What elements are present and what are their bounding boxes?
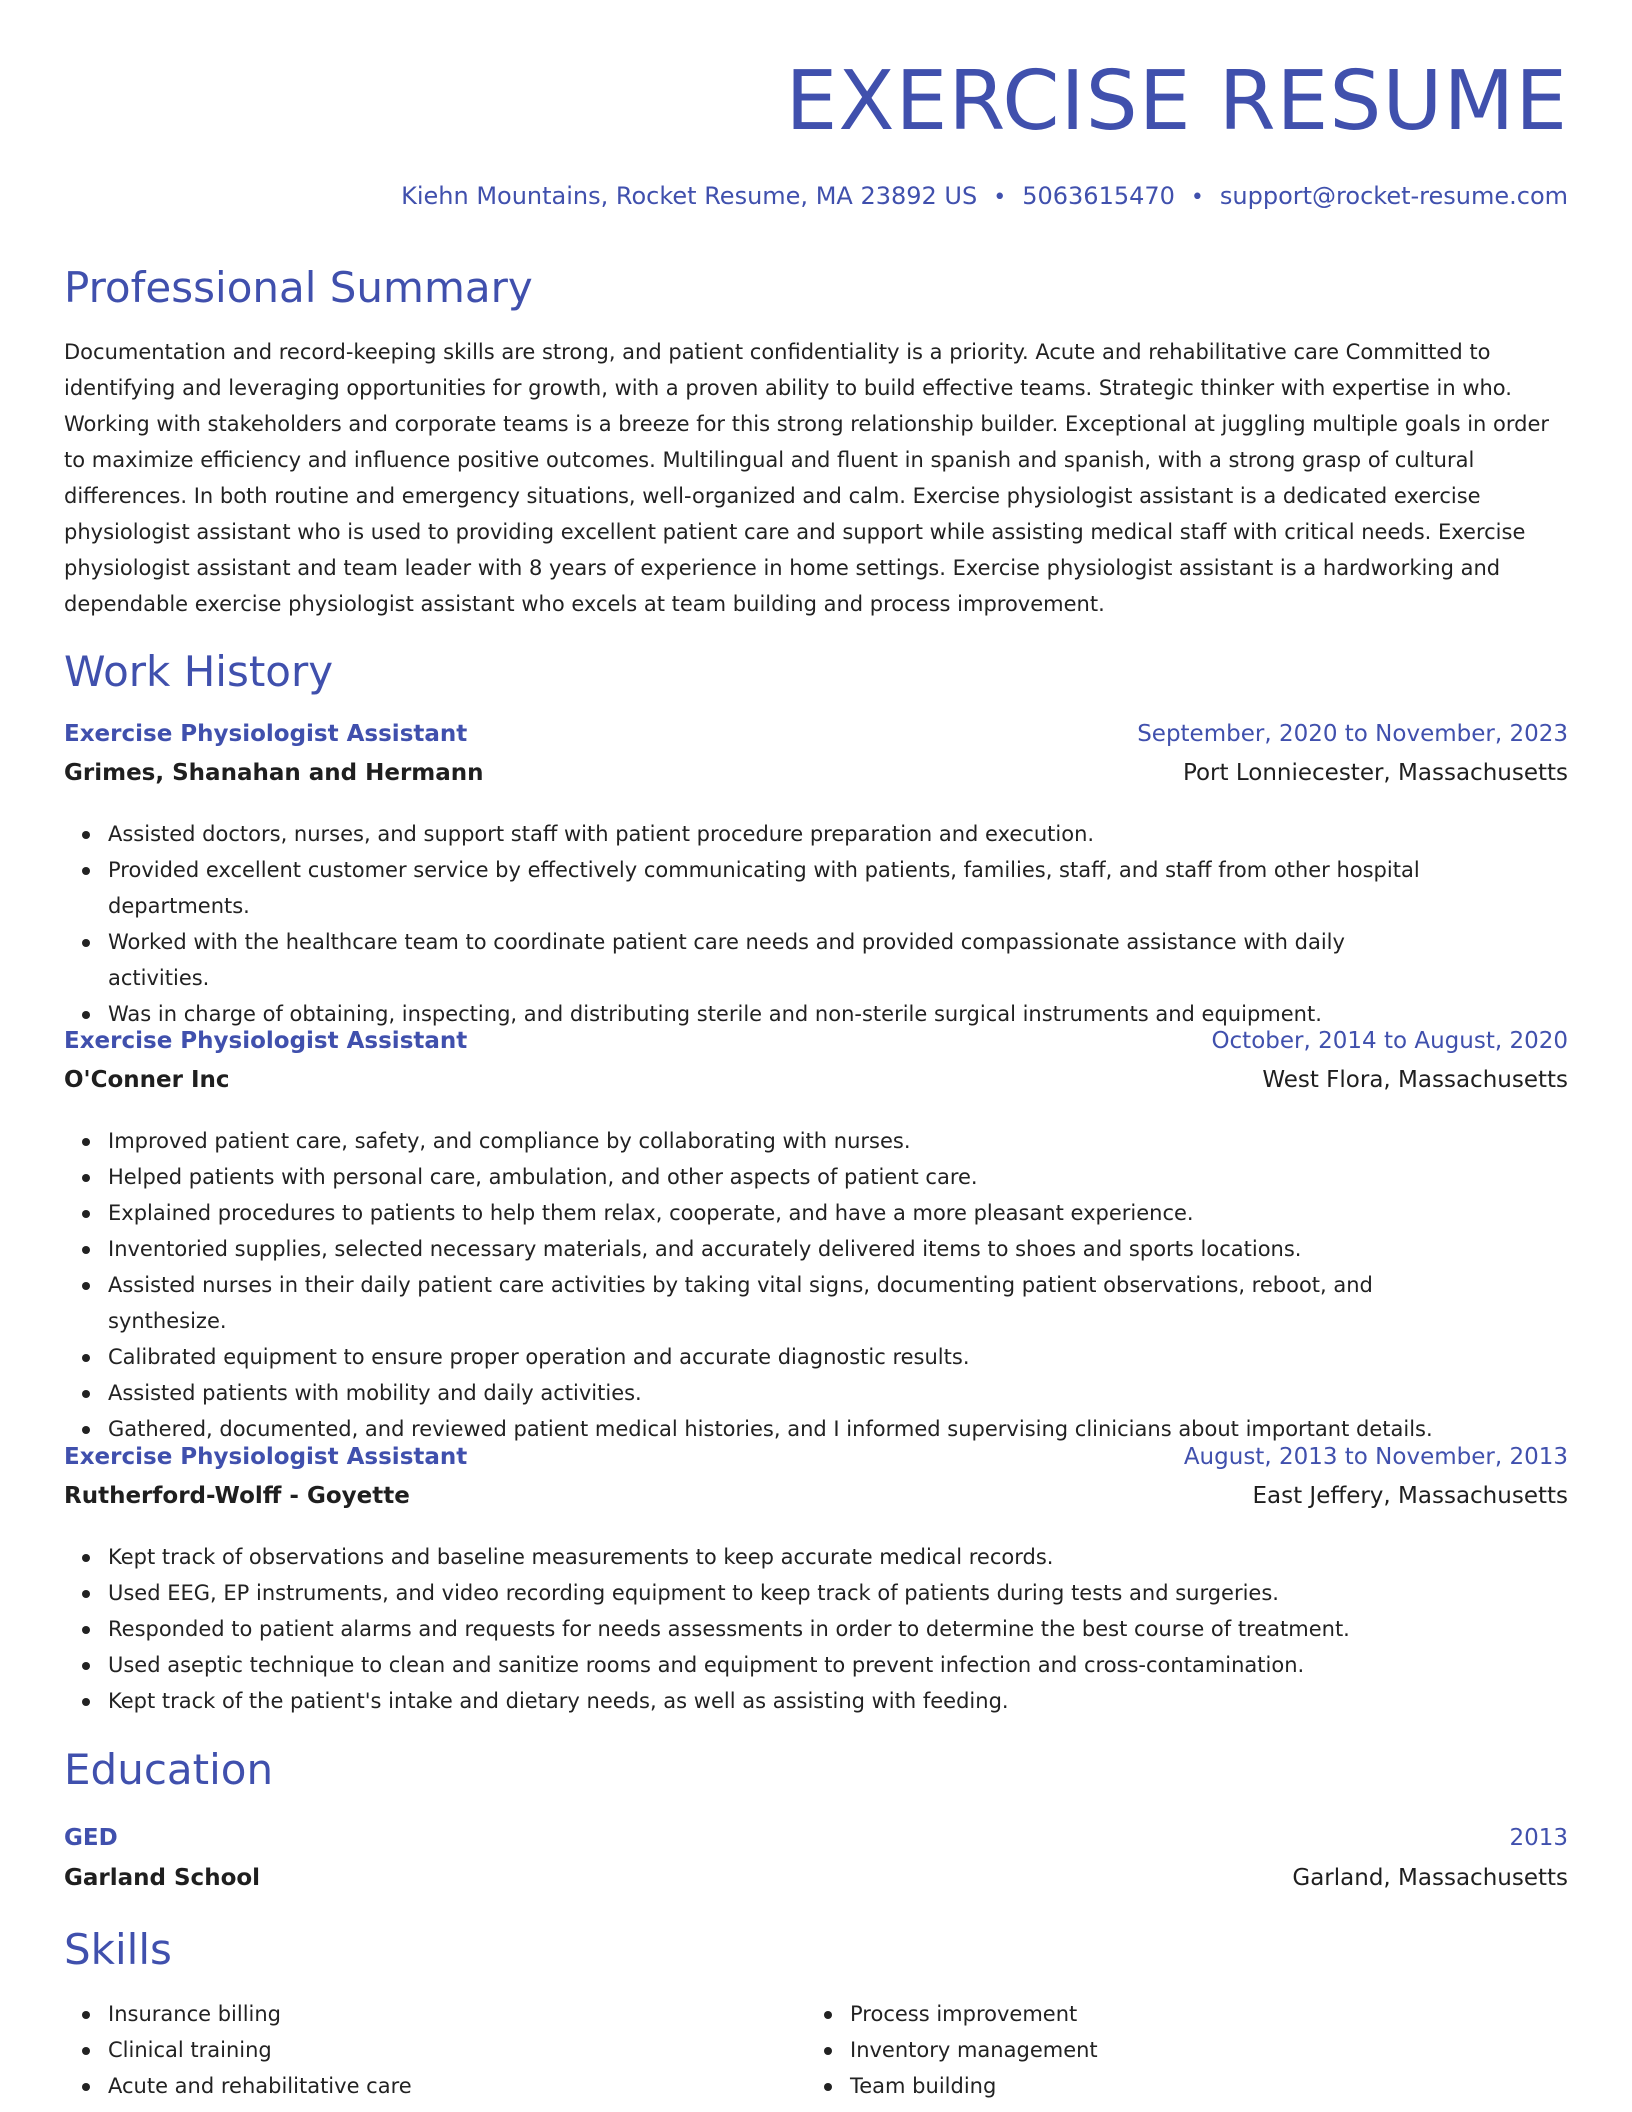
job-company: O'Conner Inc — [64, 1067, 230, 1093]
skill-item: Clinical training — [108, 2032, 764, 2068]
skill-item: Inventory management — [850, 2032, 1506, 2068]
list-item: Assisted nurses in their daily patient care activities by taking vital signs, documenting patient observations, reboot, and synthesize. — [108, 1267, 1568, 1339]
skills-list-left — [64, 1996, 764, 2104]
list-item: Gathered, documented, and reviewed patient medical histories, and I informed supervising clinicians about important details. — [108, 1411, 1568, 1447]
skills-heading: Skills — [64, 1925, 172, 1974]
separator-dot: • — [993, 185, 1007, 210]
list-item: Used aseptic technique to clean and sanitize rooms and equipment to prevent infection and cross-contamination. — [108, 1647, 1568, 1683]
contact-phone: 5063615470 — [1022, 182, 1175, 210]
education-school: Garland School — [64, 1865, 261, 1891]
job-dates: August, 2013 to November, 2013 — [1183, 1444, 1568, 1470]
job-bullets — [64, 1539, 1568, 1719]
summary-text: Documentation and record-keeping skills are strong, and patient confidentiality is a priority. Acute and rehabilitative care Committed to identifying and leveraging opportunities for growth, with a proven ability to build effective teams. Strategic thinker with expertise in who. Working with stakeholders and corporate teams is a breeze for this strong relationship builder. Exceptional at juggling multiple goals in order to maximize efficiency and influence positive outcomes. Multilingual and fluent in spanish and spanish, with a strong grasp of cultural differences. In both routine and emergency situations, well-organized and calm. Exercise physiologist assistant is a dedicated exercise physiologist assistant who is used to providing excellent patient care and support while assisting medical staff with critical needs. Exercise physiologist assistant and team leader with 8 years of experience in home settings. Exercise physiologist assistant is a hardworking and dependable exercise physiologist assistant who excels at team building and process improvement. — [64, 340, 1550, 616]
education-location: Garland, Massachusetts — [1292, 1865, 1568, 1891]
education-heading: Education — [64, 1745, 274, 1794]
skills-list-right — [806, 1996, 1506, 2104]
job-title: Exercise Physiologist Assistant — [64, 1028, 468, 1054]
job-title: Exercise Physiologist Assistant — [64, 1444, 468, 1470]
job-location: East Jeffery, Massachusetts — [1252, 1483, 1568, 1509]
contact-address: Kiehn Mountains, Rocket Resume, MA 23892 US — [401, 182, 978, 210]
job-bullets — [64, 1123, 1568, 1447]
education-year: 2013 — [1509, 1825, 1568, 1851]
job-dates: September, 2020 to November, 2023 — [1137, 721, 1568, 747]
list-item: Was in charge of obtaining, inspecting, and distributing sterile and non-sterile surgical instruments and equipment. — [108, 996, 1568, 1032]
job-company: Rutherford-Wolff - Goyette — [64, 1483, 410, 1509]
job-bullets — [64, 816, 1568, 1032]
job-location: West Flora, Massachusetts — [1262, 1067, 1568, 1093]
list-item: Kept track of observations and baseline measurements to keep accurate medical records. — [108, 1539, 1568, 1575]
list-item: Used EEG, EP instruments, and video recording equipment to keep track of patients during tests and surgeries. — [108, 1575, 1568, 1611]
list-item: Kept track of the patient's intake and dietary needs, as well as assisting with feeding. — [108, 1683, 1568, 1719]
list-item: Inventoried supplies, selected necessary materials, and accurately delivered items to shoes and sports locations. — [108, 1231, 1568, 1267]
list-item: Calibrated equipment to ensure proper operation and accurate diagnostic results. — [108, 1339, 1568, 1375]
skill-item: Insurance billing — [108, 1996, 764, 2032]
summary-heading: Professional Summary — [64, 263, 533, 312]
job-dates: October, 2014 to August, 2020 — [1211, 1028, 1568, 1054]
skill-item: Acute and rehabilitative care — [108, 2068, 764, 2104]
list-item: Explained procedures to patients to help them relax, cooperate, and have a more pleasant experience. — [108, 1195, 1568, 1231]
education-degree: GED — [64, 1825, 118, 1851]
work-history-heading: Work History — [64, 647, 334, 696]
job-company: Grimes, Shanahan and Hermann — [64, 760, 484, 786]
list-item: Worked with the healthcare team to coordinate patient care needs and provided compassionate assistance with daily activities. — [108, 924, 1568, 996]
contact-line — [401, 178, 1568, 216]
list-item: Responded to patient alarms and requests for needs assessments in order to determine the best course of treatment. — [108, 1611, 1568, 1647]
list-item: Assisted patients with mobility and daily activities. — [108, 1375, 1568, 1411]
job-title: Exercise Physiologist Assistant — [64, 721, 468, 747]
skill-item: Process improvement — [850, 1996, 1506, 2032]
list-item: Improved patient care, safety, and compliance by collaborating with nurses. — [108, 1123, 1568, 1159]
contact-email: support@rocket-resume.com — [1219, 182, 1568, 210]
list-item: Provided excellent customer service by effectively communicating with patients, families, staff, and staff from other hospital departments. — [108, 852, 1568, 924]
job-location: Port Lonniecester, Massachusetts — [1182, 760, 1568, 786]
skill-item: Team building — [850, 2068, 1506, 2104]
list-item: Assisted doctors, nurses, and support staff with patient procedure preparation and execution. — [108, 816, 1568, 852]
resume-name: EXERCISE RESUME — [785, 54, 1568, 149]
list-item: Helped patients with personal care, ambulation, and other aspects of patient care. — [108, 1159, 1568, 1195]
separator-dot: • — [1190, 185, 1204, 210]
